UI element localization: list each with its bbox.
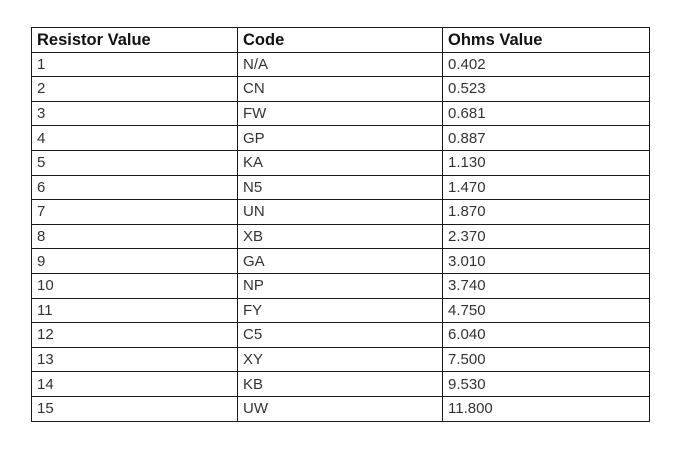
- table-row: [32, 52, 650, 77]
- table-header-row: [32, 28, 650, 53]
- table-row: [32, 101, 650, 126]
- header-resistor-value: Resistor Value: [32, 28, 238, 53]
- cell-ohms-value: 4.750: [443, 298, 650, 323]
- cell-ohms-value: 1.130: [443, 150, 650, 175]
- cell-code: NP: [238, 273, 443, 298]
- cell-ohms-value: 11.800: [443, 396, 650, 421]
- cell-code: GA: [238, 249, 443, 274]
- table-row: [32, 372, 650, 397]
- cell-code: XB: [238, 224, 443, 249]
- cell-ohms-value: 3.010: [443, 249, 650, 274]
- cell-code: N/A: [238, 52, 443, 77]
- cell-resistor-value: 4: [32, 126, 238, 151]
- table-row: [32, 396, 650, 421]
- table-row: [32, 175, 650, 200]
- cell-code: UW: [238, 396, 443, 421]
- cell-code: KB: [238, 372, 443, 397]
- table-row: [32, 249, 650, 274]
- cell-resistor-value: 13: [32, 347, 238, 372]
- cell-code: FY: [238, 298, 443, 323]
- cell-code: GP: [238, 126, 443, 151]
- cell-code: KA: [238, 150, 443, 175]
- cell-ohms-value: 9.530: [443, 372, 650, 397]
- header-code: Code: [238, 28, 443, 53]
- cell-resistor-value: 7: [32, 200, 238, 225]
- cell-code: C5: [238, 323, 443, 348]
- cell-resistor-value: 10: [32, 273, 238, 298]
- cell-code: UN: [238, 200, 443, 225]
- cell-resistor-value: 1: [32, 52, 238, 77]
- table-row: [32, 273, 650, 298]
- cell-ohms-value: 2.370: [443, 224, 650, 249]
- cell-ohms-value: 7.500: [443, 347, 650, 372]
- resistor-table: [31, 27, 650, 422]
- cell-resistor-value: 6: [32, 175, 238, 200]
- cell-resistor-value: 2: [32, 77, 238, 102]
- cell-ohms-value: 0.402: [443, 52, 650, 77]
- table-row: [32, 298, 650, 323]
- cell-resistor-value: 14: [32, 372, 238, 397]
- table-row: [32, 200, 650, 225]
- cell-code: XY: [238, 347, 443, 372]
- cell-ohms-value: 3.740: [443, 273, 650, 298]
- cell-resistor-value: 15: [32, 396, 238, 421]
- table-row: [32, 323, 650, 348]
- cell-ohms-value: 0.887: [443, 126, 650, 151]
- cell-code: N5: [238, 175, 443, 200]
- cell-ohms-value: 0.681: [443, 101, 650, 126]
- table-row: [32, 224, 650, 249]
- cell-ohms-value: 6.040: [443, 323, 650, 348]
- table-row: [32, 347, 650, 372]
- cell-code: CN: [238, 77, 443, 102]
- cell-resistor-value: 11: [32, 298, 238, 323]
- table-row: [32, 77, 650, 102]
- cell-ohms-value: 1.870: [443, 200, 650, 225]
- cell-resistor-value: 8: [32, 224, 238, 249]
- cell-code: FW: [238, 101, 443, 126]
- cell-resistor-value: 3: [32, 101, 238, 126]
- cell-resistor-value: 9: [32, 249, 238, 274]
- table-row: [32, 150, 650, 175]
- cell-ohms-value: 0.523: [443, 77, 650, 102]
- header-ohms-value: Ohms Value: [443, 28, 650, 53]
- cell-resistor-value: 12: [32, 323, 238, 348]
- cell-ohms-value: 1.470: [443, 175, 650, 200]
- cell-resistor-value: 5: [32, 150, 238, 175]
- table-row: [32, 126, 650, 151]
